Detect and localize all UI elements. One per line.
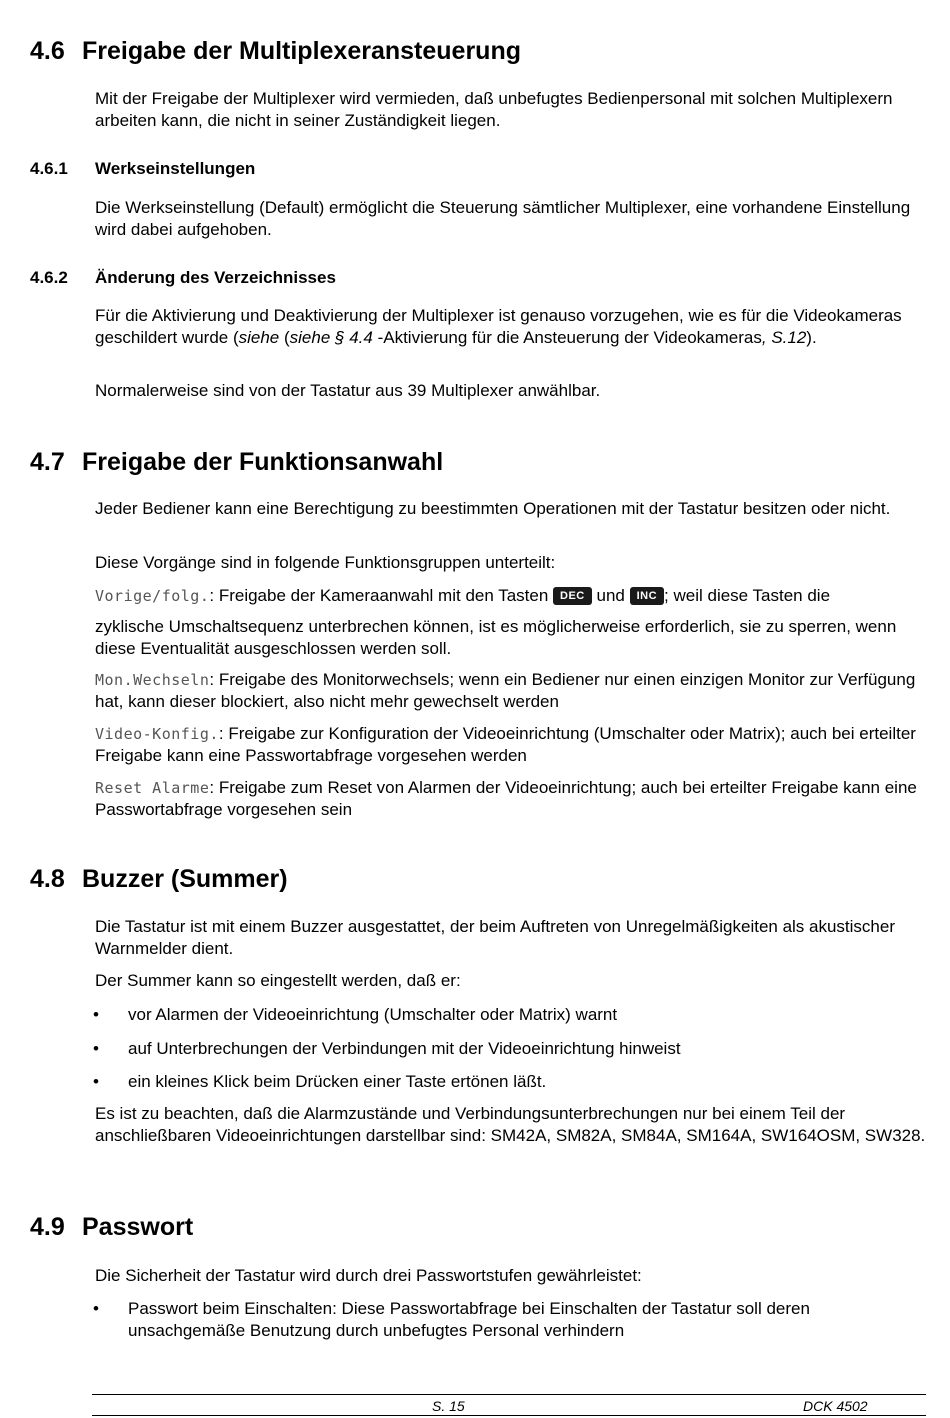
inc-key-icon: INC — [630, 587, 664, 605]
section-heading-4-9 — [30, 1212, 193, 1242]
list-item: ein kleines Klick beim Drücken einer Taste ertönen läßt. — [128, 1072, 547, 1091]
footer-rule-top — [92, 1394, 926, 1395]
paragraph: Es ist zu beachten, daß die Alarmzustände und Verbindungsunterbrechungen nur bei einem Teil der anschließbaren Videoeinrichtungen darstellbar sind: SM42A, SM82A, SM84A, SM164A, SW164OSM, SW328. — [95, 1104, 926, 1145]
lcd-code: Vorige/folg. — [95, 587, 210, 605]
text: ; weil diese Tasten die — [664, 586, 831, 605]
section-title: Freigabe der Multiplexeransteuerung — [82, 37, 521, 65]
lcd-code: Video-Konfig. — [95, 725, 219, 743]
footer-rule-bottom — [92, 1415, 926, 1416]
cross-reference[interactable]: siehe — [238, 328, 280, 347]
cross-reference[interactable]: siehe § 4.4 — [289, 328, 373, 347]
document-id: DCK 4502 — [803, 1398, 868, 1414]
text: : Freigabe der Kameraanwahl mit den Tasten — [209, 586, 554, 605]
bullet-icon: • — [93, 1005, 99, 1024]
list-item: vor Alarmen der Videoeinrichtung (Umschalter oder Matrix) warnt — [128, 1005, 618, 1024]
section-number: 4.7 — [30, 448, 65, 476]
paragraph: Die Werkseinstellung (Default) ermöglicht die Steuerung sämtlicher Multiplexer, eine vorhandene Einstellung wird dabei aufgehoben. — [95, 198, 911, 239]
subsection-title: Änderung des Verzeichnisses — [95, 268, 336, 287]
text: -Aktivierung für die Ansteuerung der Videokameras — [372, 328, 762, 347]
section-heading-4-7 — [30, 447, 443, 477]
section-heading-4-6 — [30, 36, 521, 66]
paragraph: Diese Vorgänge sind in folgende Funktionsgruppen unterteilt: — [95, 553, 556, 572]
subsection-heading-4-6-1 — [30, 158, 255, 180]
subsection-number: 4.6.1 — [30, 159, 68, 178]
text: : Freigabe des Monitorwechsels; wenn ein Bediener nur einen einzigen Monitor zur Verfügung hat, kann dieser blockiert, also nicht mehr gewechselt werden — [95, 670, 916, 711]
function-group-prev-next — [95, 585, 930, 607]
subsection-number: 4.6.2 — [30, 268, 68, 287]
cross-reference[interactable]: , S.12 — [761, 328, 807, 347]
subsection-title: Werkseinstellungen — [95, 159, 256, 178]
lcd-code: Mon.Wechseln — [95, 671, 210, 689]
text: : Freigabe zum Reset von Alarmen der Videoeinrichtung; auch bei erteilter Freigabe kann eine Passwortabfrage vorgesehen sein — [95, 778, 917, 819]
paragraph: Jeder Bediener kann eine Berechtigung zu beestimmten Operationen mit der Tastatur besitzen oder nicht. — [95, 499, 891, 518]
section-title: Passwort — [82, 1213, 194, 1241]
bullet-icon: • — [93, 1299, 99, 1318]
list-item: Passwort beim Einschalten: Diese Passwortabfrage bei Einschalten der Tastatur soll deren unsachgemäße Benutzung durch unbefugtes Personal verhindern — [128, 1299, 810, 1340]
section-title: Buzzer (Summer) — [82, 865, 288, 893]
paragraph: Die Sicherheit der Tastatur wird durch drei Passwortstufen gewährleistet: — [95, 1266, 642, 1285]
text: : Freigabe zur Konfiguration der Videoeinrichtung (Umschalter oder Matrix); auch bei erteilter Freigabe kann eine Passwortabfrage vorgesehen werden — [95, 724, 916, 765]
function-group-reset-alarms — [95, 777, 930, 821]
bullet-icon: • — [93, 1072, 99, 1091]
text: und — [591, 586, 630, 605]
section-number: 4.9 — [30, 1213, 65, 1241]
lcd-code: Reset Alarme — [95, 779, 210, 797]
section-heading-4-8 — [30, 864, 288, 894]
bullet-icon: • — [93, 1039, 99, 1058]
page-number: S. 15 — [432, 1398, 465, 1414]
list-item: auf Unterbrechungen der Verbindungen mit der Videoeinrichtung hinweist — [128, 1039, 681, 1058]
paragraph: Der Summer kann so eingestellt werden, daß er: — [95, 971, 461, 990]
paragraph: Normalerweise sind von der Tastatur aus 39 Multiplexer anwählbar. — [95, 381, 601, 400]
section-title: Freigabe der Funktionsanwahl — [82, 448, 444, 476]
dec-key-icon: DEC — [553, 587, 592, 605]
text: Für die Aktivierung und Deaktivierung der Multiplexer ist genauso vorzugehen, wie es für die Videokameras geschildert wurde ( — [95, 306, 902, 347]
paragraph — [95, 305, 930, 349]
text: ). — [806, 328, 817, 347]
section-number: 4.6 — [30, 37, 65, 65]
paragraph: Mit der Freigabe der Multiplexer wird vermieden, daß unbefugtes Bedienpersonal mit solchen Multiplexern arbeiten kann, die nicht in seiner Zuständigkeit liegen. — [95, 89, 893, 130]
subsection-heading-4-6-2 — [30, 267, 336, 289]
text: ( — [279, 328, 290, 347]
function-group-monitor-change — [95, 669, 930, 713]
function-group-video-config — [95, 723, 930, 767]
paragraph: Die Tastatur ist mit einem Buzzer ausgestattet, der beim Auftreten von Unregelmäßigkeiten als akustischer Warnmelder dient. — [95, 917, 896, 958]
paragraph: zyklische Umschaltsequenz unterbrechen können, ist es möglicherweise erforderlich, sie zu sperren, wenn diese Eventualität ausgeschlossen werden soll. — [95, 617, 897, 658]
section-number: 4.8 — [30, 865, 65, 893]
